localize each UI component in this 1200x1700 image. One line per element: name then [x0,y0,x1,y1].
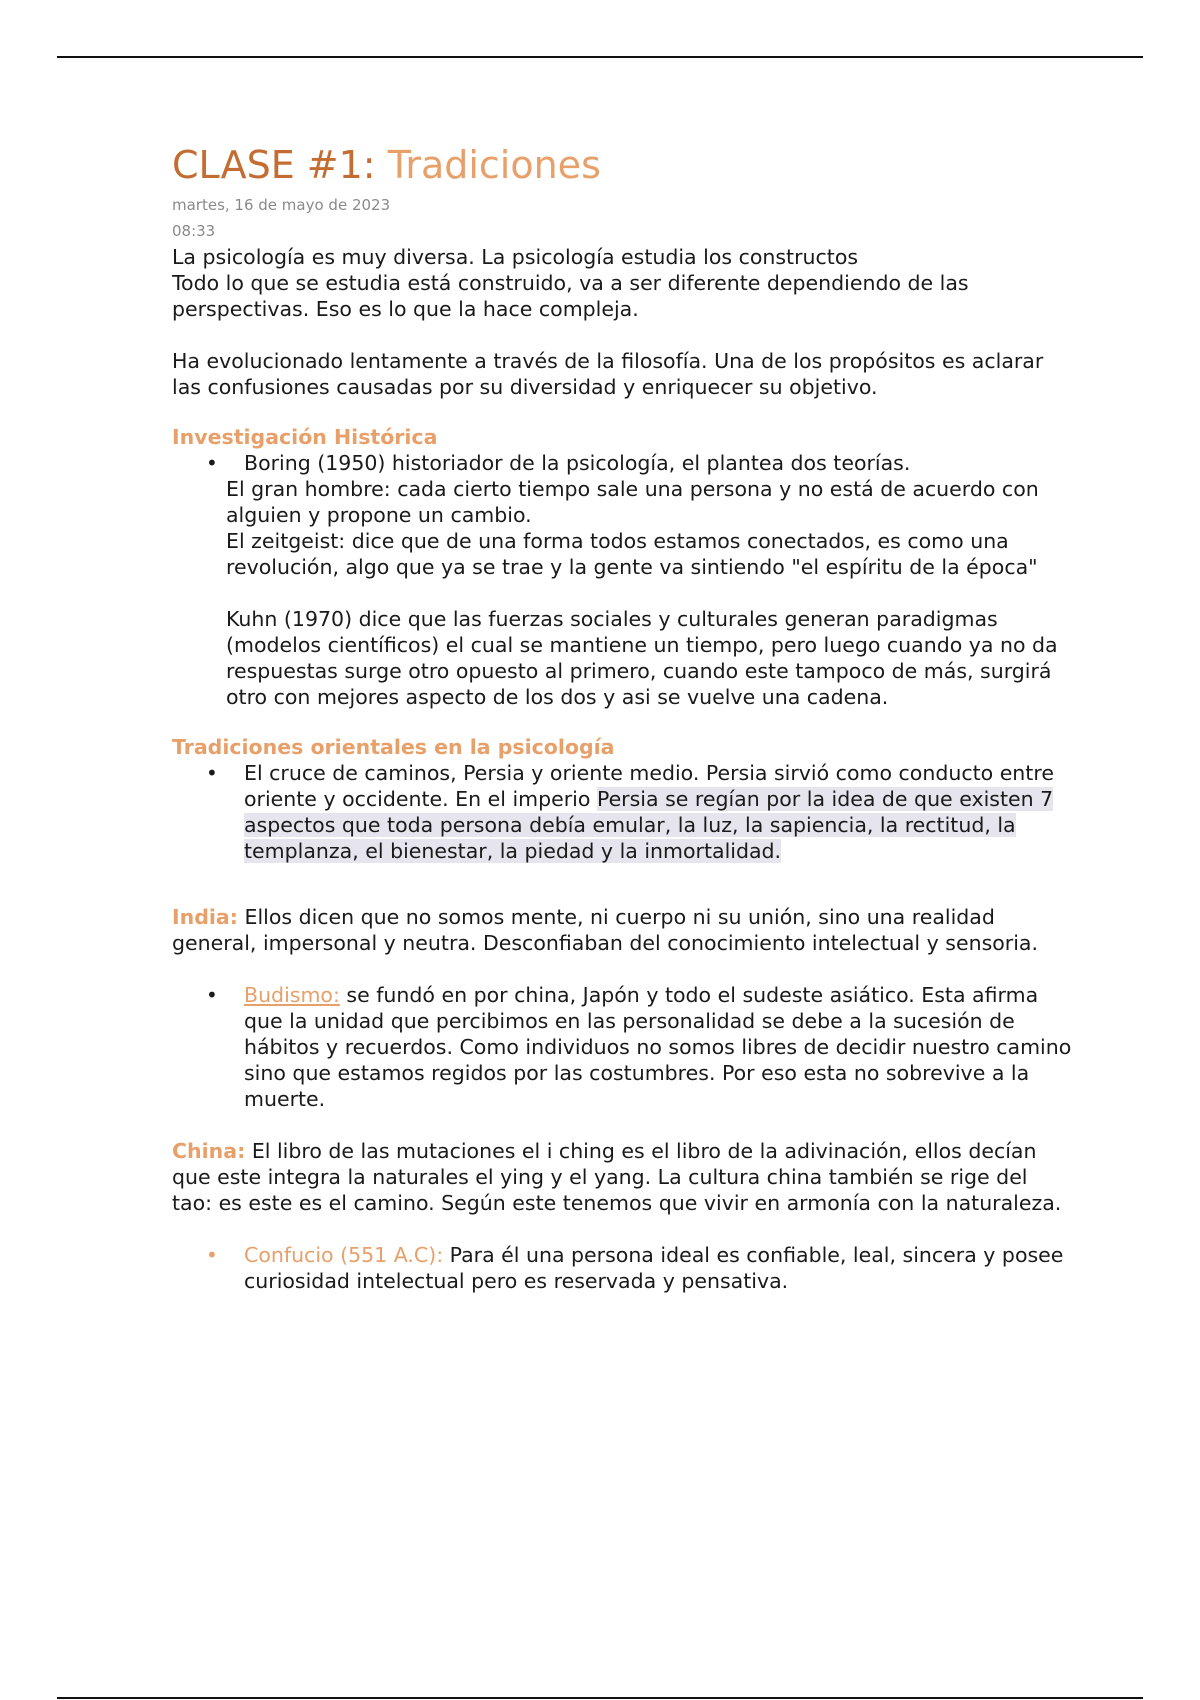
title-sub: Tradiciones [387,143,601,187]
list-item-boring [172,450,1072,476]
india-paragraph [172,904,1072,956]
list-item-budismo [172,982,1072,1112]
budismo-text: se fundó en por china, Japón y todo el sudeste asiático. Esta afirma que la unidad que percibimos en las personalidad se debe a la sucesión de hábitos y recuerdos. Como individuos no somos libres de decidir nuestro camino sino que estamos regidos por las costumbres. Por eso esta no sobrevive a la muerte. [244,983,1072,1111]
india-label: India: [172,905,238,929]
confucio-label: Confucio (551 A.C): [244,1243,444,1267]
orientales-list [172,760,1072,864]
confucio-text: Para él una persona ideal es confiable, leal, sincera y posee curiosidad intelectual pero es reservada y pensativa. [244,1243,1064,1293]
note-time: 08:33 [172,222,216,240]
intro-paragraph-2: Ha evolucionado lentamente a través de la filosofía. Una de los propósitos es aclarar las confusiones causadas por su diversidad y enriquecer su objetivo. [172,349,1044,399]
boring-text: Boring (1950) historiador de la psicología, el plantea dos teorías. [244,451,911,475]
india-text: Ellos dicen que no somos mente, ni cuerpo ni su unión, sino una realidad general, impersonal y neutra. Desconfiaban del conocimiento intelectual y sensoria. [172,905,1039,955]
persia-text: El cruce de caminos, Persia y oriente medio. Persia sirvió como conducto entre oriente y occidente. En el imperio [244,761,1054,811]
top-rule [57,56,1143,58]
heading-investigacion-historica: Investigación Histórica [172,425,438,449]
intro-paragraph-1: Todo lo que se estudia está construido, va a ser diferente dependiendo de las perspectivas. Eso es lo que la hace compleja. [172,271,969,321]
historica-body [172,476,1072,710]
budismo-link[interactable]: Budismo: [244,983,340,1007]
kuhn-text: Kuhn (1970) dice que las fuerzas sociales y culturales generan paradigmas (modelos científicos) el cual se mantiene un tiempo, pero luego cuando ya no da respuestas surge otro opuesto al primero, cuando este tampoco de más, surgirá otro con mejores aspecto de los dos y asi se vuelve una cadena. [226,607,1058,709]
china-paragraph [172,1138,1072,1216]
note-date: martes, 16 de mayo de 2023 [172,196,391,214]
china-text: El libro de las mutaciones el i ching es el libro de la adivinación, ellos decían que este integra la naturales el ying y el yang. La cultura china también se rige del tao: es este es el camino. Según este tenemos que vivir en armonía con la naturaleza. [172,1139,1062,1215]
india-list [172,982,1072,1112]
historica-list [172,450,1072,476]
zeitgeist-text: El zeitgeist: dice que de una forma todos estamos conectados, es como una revolución, algo que ya se trae y la gente va sintiendo "el espíritu de la época" [226,529,1038,579]
heading-tradiciones-orientales: Tradiciones orientales en la psicología [172,735,615,759]
page-title [172,138,1072,192]
list-item-persia [172,760,1072,864]
persia-highlight: Persia se regían por la idea de que existen 7 aspectos que toda persona debía emular, la luz, la sapiencia, la rectitud, la templanza, el bienestar, la piedad y la inmortalidad. [244,787,1054,863]
china-label: China: [172,1139,246,1163]
china-list [172,1242,1072,1294]
bottom-rule [57,1697,1143,1699]
note-content [172,138,1072,1294]
list-item-confucio [172,1242,1072,1294]
gran-hombre-text: El gran hombre: cada cierto tiempo sale una persona y no está de acuerdo con alguien y propone un cambio. [226,477,1039,527]
intro-line-1: La psicología es muy diversa. La psicología estudia los constructos [172,245,859,269]
title-main: CLASE #1: [172,143,388,187]
